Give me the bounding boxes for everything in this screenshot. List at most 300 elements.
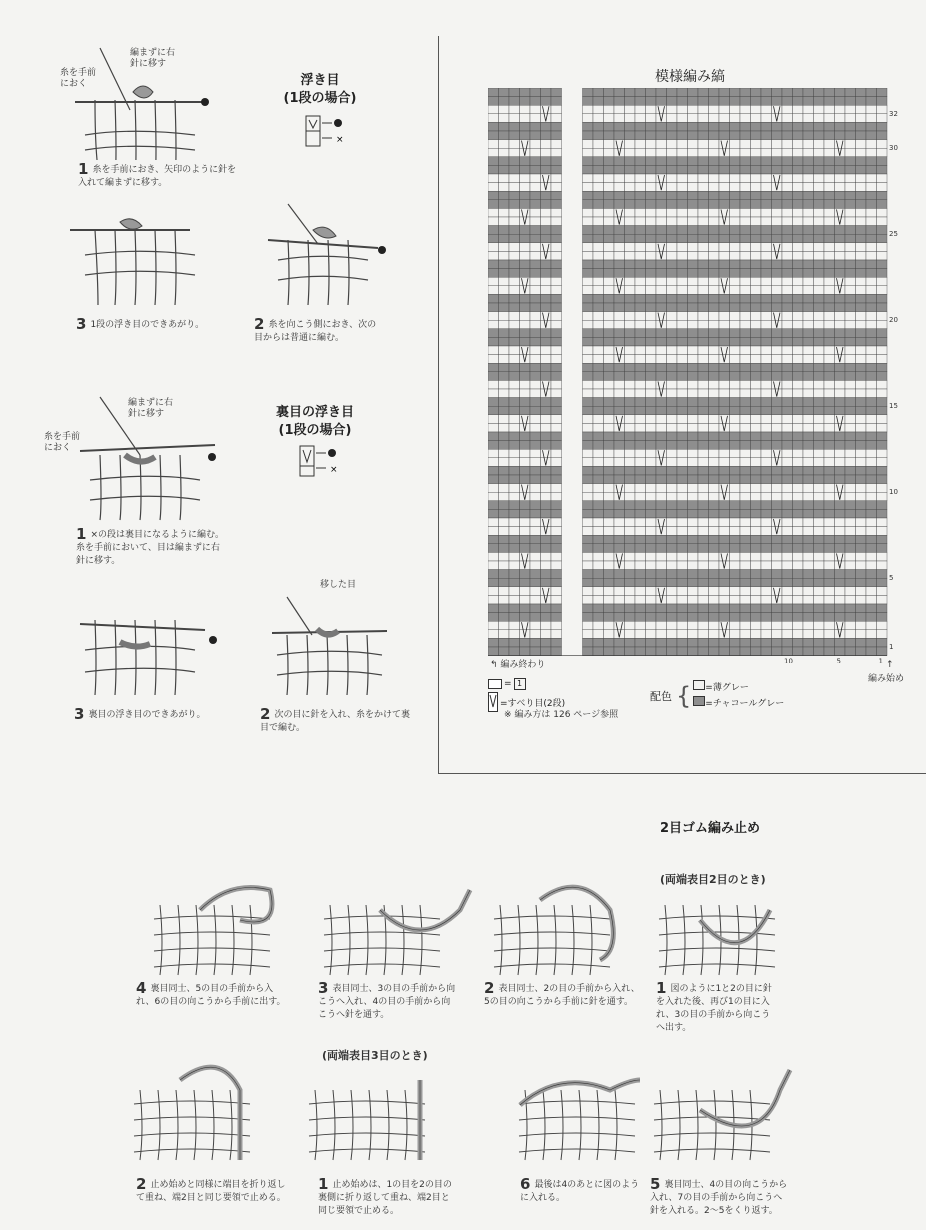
chart-cell xyxy=(793,604,804,613)
chart-cell xyxy=(530,105,541,114)
chart-cell xyxy=(614,122,625,131)
chart-cell xyxy=(835,277,846,286)
chart-cell xyxy=(782,458,793,467)
chart-cell xyxy=(656,105,667,114)
chart-cell xyxy=(614,243,625,252)
chart-cell xyxy=(845,621,856,630)
bind-off-title: 2目ゴム編み止め xyxy=(659,821,761,836)
chart-cell xyxy=(761,148,772,157)
chart-cell xyxy=(646,552,657,561)
chart-cell xyxy=(698,114,709,123)
chart-cell xyxy=(509,432,520,441)
chart-cell xyxy=(845,544,856,553)
chart-cell xyxy=(709,260,720,269)
chart-cell xyxy=(793,578,804,587)
chart-cell xyxy=(761,303,772,312)
chart-cell xyxy=(698,544,709,553)
chart-cell xyxy=(551,527,562,536)
chart-cell xyxy=(814,303,825,312)
chart-cell xyxy=(761,647,772,656)
chart-cell xyxy=(782,122,793,131)
chart-cell xyxy=(499,234,510,243)
chart-cell xyxy=(856,380,867,389)
chart-cell xyxy=(541,570,552,579)
chart-cell xyxy=(730,157,741,166)
chart-cell xyxy=(488,630,499,639)
chart-cell xyxy=(698,303,709,312)
chart-cell xyxy=(782,208,793,217)
chart-cell xyxy=(740,441,751,450)
chart-cell xyxy=(499,122,510,131)
chart-cell xyxy=(877,595,888,604)
chart-cell xyxy=(740,183,751,192)
chart-cell xyxy=(866,200,877,209)
chart-cell xyxy=(509,441,520,450)
chart-cell xyxy=(551,105,562,114)
chart-cell xyxy=(824,363,835,372)
chart-cell xyxy=(772,122,783,131)
chart-cell xyxy=(593,260,604,269)
chart-cell xyxy=(635,226,646,235)
swatch-step2 xyxy=(494,905,610,975)
chart-cell xyxy=(604,88,615,97)
chart-cell xyxy=(772,372,783,381)
chart-cell xyxy=(740,613,751,622)
chart-cell xyxy=(520,337,531,346)
chart-cell xyxy=(583,363,594,372)
chart-cell xyxy=(635,475,646,484)
chart-cell xyxy=(520,398,531,407)
chart-cell xyxy=(856,217,867,226)
chart-cell xyxy=(677,131,688,140)
chart-cell xyxy=(593,630,604,639)
chart-cell xyxy=(604,441,615,450)
chart-cell xyxy=(530,458,541,467)
chart-cell xyxy=(824,329,835,338)
chart-cell xyxy=(656,140,667,149)
chart-cell xyxy=(856,475,867,484)
chart-cell xyxy=(866,191,877,200)
chart-cell xyxy=(509,415,520,424)
chart-cell xyxy=(772,157,783,166)
chart-cell xyxy=(541,638,552,647)
chart-cell xyxy=(646,165,657,174)
chart-cell xyxy=(793,458,804,467)
chart-cell xyxy=(814,122,825,131)
chart-cell xyxy=(877,552,888,561)
chart-cell xyxy=(719,518,730,527)
chart-cell xyxy=(877,243,888,252)
chart-cell xyxy=(835,105,846,114)
chart-cell xyxy=(520,475,531,484)
chart-cell xyxy=(509,570,520,579)
chart-cell xyxy=(814,561,825,570)
chart-cell xyxy=(667,260,678,269)
chart-cell xyxy=(646,303,657,312)
chart-cell xyxy=(604,260,615,269)
chart-cell xyxy=(803,148,814,157)
chart-cell xyxy=(520,260,531,269)
chart-cell xyxy=(551,200,562,209)
chart-cell xyxy=(677,432,688,441)
chart-cell xyxy=(740,492,751,501)
chart-cell xyxy=(866,380,877,389)
chart-cell xyxy=(677,320,688,329)
chart-cell xyxy=(520,552,531,561)
chart-cell xyxy=(856,484,867,493)
chart-cell xyxy=(709,389,720,398)
chart-cell xyxy=(520,269,531,278)
chart-cell xyxy=(667,484,678,493)
chart-cell xyxy=(583,320,594,329)
chart-cell xyxy=(845,165,856,174)
chart-cell xyxy=(824,441,835,450)
chart-cell xyxy=(730,449,741,458)
chart-cell xyxy=(845,527,856,536)
chart-cell xyxy=(814,535,825,544)
chart-cell xyxy=(677,389,688,398)
chart-cell xyxy=(656,613,667,622)
chart-cell xyxy=(719,312,730,321)
chart-cell xyxy=(488,294,499,303)
chart-cell xyxy=(856,398,867,407)
chart-cell xyxy=(604,578,615,587)
chart-cell xyxy=(488,140,499,149)
chart-cell xyxy=(761,234,772,243)
chart-cell xyxy=(730,346,741,355)
chart-cell xyxy=(593,303,604,312)
chart-cell xyxy=(488,613,499,622)
chart-cell xyxy=(709,492,720,501)
chart-cell xyxy=(541,630,552,639)
chart-cell xyxy=(530,183,541,192)
chart-cell xyxy=(709,449,720,458)
chart-cell xyxy=(488,217,499,226)
chart-cell xyxy=(835,398,846,407)
chart-cell xyxy=(635,527,646,536)
chart-cell xyxy=(499,458,510,467)
chart-cell xyxy=(845,398,856,407)
chart-cell xyxy=(761,243,772,252)
chart-cell xyxy=(845,570,856,579)
purl-label-yarn-front: 糸を手前におく xyxy=(44,432,81,453)
chart-cell xyxy=(751,578,762,587)
chart-cell xyxy=(740,200,751,209)
chart-cell xyxy=(698,561,709,570)
chart-cell xyxy=(541,294,552,303)
chart-cell xyxy=(761,183,772,192)
chart-cell xyxy=(824,217,835,226)
chart-cell xyxy=(719,174,730,183)
chart-cell xyxy=(824,269,835,278)
chart-cell xyxy=(509,355,520,364)
chart-cell xyxy=(635,372,646,381)
chart-cell xyxy=(856,501,867,510)
chart-cell xyxy=(803,105,814,114)
chart-cell xyxy=(604,97,615,106)
chart-cell xyxy=(772,294,783,303)
chart-cell xyxy=(509,234,520,243)
chart-cell xyxy=(782,535,793,544)
chart-cell xyxy=(709,269,720,278)
chart-cell xyxy=(824,595,835,604)
chart-cell xyxy=(635,466,646,475)
chart-cell xyxy=(488,243,499,252)
chart-cell xyxy=(856,114,867,123)
chart-cell xyxy=(740,277,751,286)
chart-cell xyxy=(793,165,804,174)
purl-label-unworked: 編まずに右針に移す xyxy=(128,398,174,419)
chart-cell xyxy=(856,122,867,131)
chart-cell xyxy=(814,165,825,174)
chart-cell xyxy=(730,329,741,338)
chart-cell xyxy=(677,587,688,596)
chart-cell xyxy=(877,174,888,183)
chart-cell xyxy=(740,466,751,475)
chart-cell xyxy=(761,492,772,501)
chart-cell xyxy=(698,208,709,217)
chart-cell xyxy=(509,630,520,639)
chart-cell xyxy=(877,458,888,467)
chart-cell xyxy=(530,226,541,235)
chart-cell xyxy=(761,277,772,286)
chart-cell xyxy=(583,105,594,114)
chart-cell xyxy=(499,475,510,484)
chart-cell xyxy=(730,243,741,252)
chart-cell xyxy=(593,518,604,527)
chart-cell xyxy=(719,458,730,467)
chart-cell xyxy=(520,647,531,656)
chart-cell xyxy=(845,174,856,183)
chart-cell xyxy=(793,191,804,200)
chart-cell xyxy=(803,157,814,166)
chart-cell xyxy=(740,449,751,458)
chart-cell xyxy=(772,518,783,527)
chart-cell xyxy=(604,165,615,174)
chart-cell xyxy=(835,441,846,450)
chart-cell xyxy=(530,269,541,278)
chart-cell xyxy=(625,630,636,639)
chart-cell xyxy=(835,595,846,604)
chart-cell xyxy=(719,88,730,97)
chart-cell xyxy=(509,638,520,647)
chart-cell xyxy=(583,346,594,355)
chart-cell xyxy=(824,200,835,209)
chart-cell xyxy=(740,587,751,596)
chart-cell xyxy=(814,406,825,415)
chart-cell xyxy=(499,509,510,518)
chart-cell xyxy=(688,466,699,475)
chart-cell xyxy=(877,286,888,295)
chart-cell xyxy=(488,441,499,450)
chart-cell xyxy=(751,441,762,450)
chart-cell xyxy=(520,234,531,243)
chart-cell xyxy=(625,613,636,622)
chart-cell xyxy=(520,432,531,441)
chart-cell xyxy=(583,208,594,217)
chart-cell xyxy=(845,432,856,441)
chart-cell xyxy=(845,552,856,561)
chart-cell xyxy=(730,260,741,269)
chart-cell xyxy=(719,346,730,355)
chart-cell xyxy=(698,294,709,303)
float-symbol-icon xyxy=(300,114,360,150)
chart-cell xyxy=(740,484,751,493)
chart-cell xyxy=(877,587,888,596)
chart-cell xyxy=(488,148,499,157)
chart-cell xyxy=(509,613,520,622)
chart-cell xyxy=(677,174,688,183)
chart-cell xyxy=(499,466,510,475)
chart-cell xyxy=(782,165,793,174)
chart-cell xyxy=(488,183,499,192)
chart-cell xyxy=(656,475,667,484)
chart-cell xyxy=(677,484,688,493)
chart-cell xyxy=(824,380,835,389)
chart-cell xyxy=(530,320,541,329)
chart-cell xyxy=(667,552,678,561)
chart-cell xyxy=(593,277,604,286)
chart-cell xyxy=(793,587,804,596)
chart-cell xyxy=(793,621,804,630)
chart-cell xyxy=(488,337,499,346)
chart-cell xyxy=(761,535,772,544)
chart-cell xyxy=(635,398,646,407)
chart-cell xyxy=(488,269,499,278)
chart-cell xyxy=(551,415,562,424)
chart-cell xyxy=(751,234,762,243)
chart-cell xyxy=(761,458,772,467)
chart-cell xyxy=(677,449,688,458)
chart-cell xyxy=(740,527,751,536)
chart-cell xyxy=(877,647,888,656)
chart-cell xyxy=(709,501,720,510)
chart-cell xyxy=(593,372,604,381)
chart-cell xyxy=(614,337,625,346)
chart-cell xyxy=(583,329,594,338)
chart-cell xyxy=(593,449,604,458)
chart-cell xyxy=(835,638,846,647)
chart-cell xyxy=(677,544,688,553)
chart-cell xyxy=(845,466,856,475)
chart-cell xyxy=(719,114,730,123)
chart-cell xyxy=(583,484,594,493)
chart-cell xyxy=(583,97,594,106)
chart-cell xyxy=(625,587,636,596)
chart-cell xyxy=(803,97,814,106)
chart-cell xyxy=(530,97,541,106)
chart-cell xyxy=(835,260,846,269)
chart-cell xyxy=(719,243,730,252)
chart-cell xyxy=(824,621,835,630)
chart-cell xyxy=(688,148,699,157)
chart-cell xyxy=(814,183,825,192)
chart-cell xyxy=(803,423,814,432)
chart-cell xyxy=(740,165,751,174)
chart-cell xyxy=(520,174,531,183)
chart-cell xyxy=(761,441,772,450)
chart-cell xyxy=(541,88,552,97)
chart-cell xyxy=(856,570,867,579)
chart-cell xyxy=(509,595,520,604)
chart-cell xyxy=(866,312,877,321)
chart-cell xyxy=(698,243,709,252)
chart-cell xyxy=(845,595,856,604)
chart-cell xyxy=(730,226,741,235)
chart-cell xyxy=(782,630,793,639)
chart-cell xyxy=(551,355,562,364)
chart-cell xyxy=(667,346,678,355)
chart-cell xyxy=(751,552,762,561)
chart-cell xyxy=(730,165,741,174)
chart-cell xyxy=(856,269,867,278)
chart-cell xyxy=(751,398,762,407)
chart-cell xyxy=(772,423,783,432)
chart-cell xyxy=(709,148,720,157)
chart-cell xyxy=(803,475,814,484)
chart-cell xyxy=(667,372,678,381)
chart-cell xyxy=(530,286,541,295)
chart-cell xyxy=(803,346,814,355)
chart-cell xyxy=(614,294,625,303)
float-label-unworked: 編まずに右針に移す xyxy=(130,48,176,69)
chart-cell xyxy=(719,595,730,604)
chart-cell xyxy=(751,613,762,622)
chart-cell xyxy=(551,423,562,432)
chart-cell xyxy=(866,105,877,114)
chart-cell xyxy=(877,329,888,338)
chart-cell xyxy=(593,423,604,432)
chart-cell xyxy=(635,200,646,209)
chart-cell xyxy=(709,475,720,484)
chart-cell xyxy=(761,320,772,329)
chart-end-label: ↰ 編み終わり xyxy=(490,660,546,670)
chart-cell xyxy=(856,303,867,312)
chart-cell xyxy=(782,613,793,622)
chart-cell xyxy=(877,208,888,217)
chart-cell xyxy=(520,380,531,389)
chart-cell xyxy=(856,604,867,613)
chart-cell xyxy=(488,157,499,166)
chart-cell xyxy=(688,389,699,398)
chart-cell xyxy=(719,131,730,140)
chart-cell xyxy=(541,475,552,484)
chart-cell xyxy=(856,346,867,355)
chart-cell xyxy=(856,587,867,596)
chart-cell xyxy=(604,234,615,243)
chart-cell xyxy=(740,251,751,260)
chart-cell xyxy=(793,286,804,295)
chart-cell xyxy=(688,561,699,570)
chart-cell xyxy=(551,303,562,312)
chart-cell xyxy=(835,406,846,415)
chart-cell xyxy=(593,122,604,131)
chart-cell xyxy=(499,329,510,338)
chart-cell xyxy=(814,97,825,106)
chart-cell xyxy=(709,217,720,226)
chart-cell xyxy=(845,613,856,622)
chart-cell xyxy=(509,251,520,260)
chart-cell xyxy=(541,312,552,321)
chart-cell xyxy=(646,423,657,432)
chart-cell xyxy=(856,638,867,647)
chart-cell xyxy=(509,97,520,106)
chart-cell xyxy=(656,380,667,389)
chart-cell xyxy=(761,157,772,166)
chart-cell xyxy=(730,561,741,570)
chart-cell xyxy=(866,329,877,338)
chart-cell xyxy=(530,527,541,536)
